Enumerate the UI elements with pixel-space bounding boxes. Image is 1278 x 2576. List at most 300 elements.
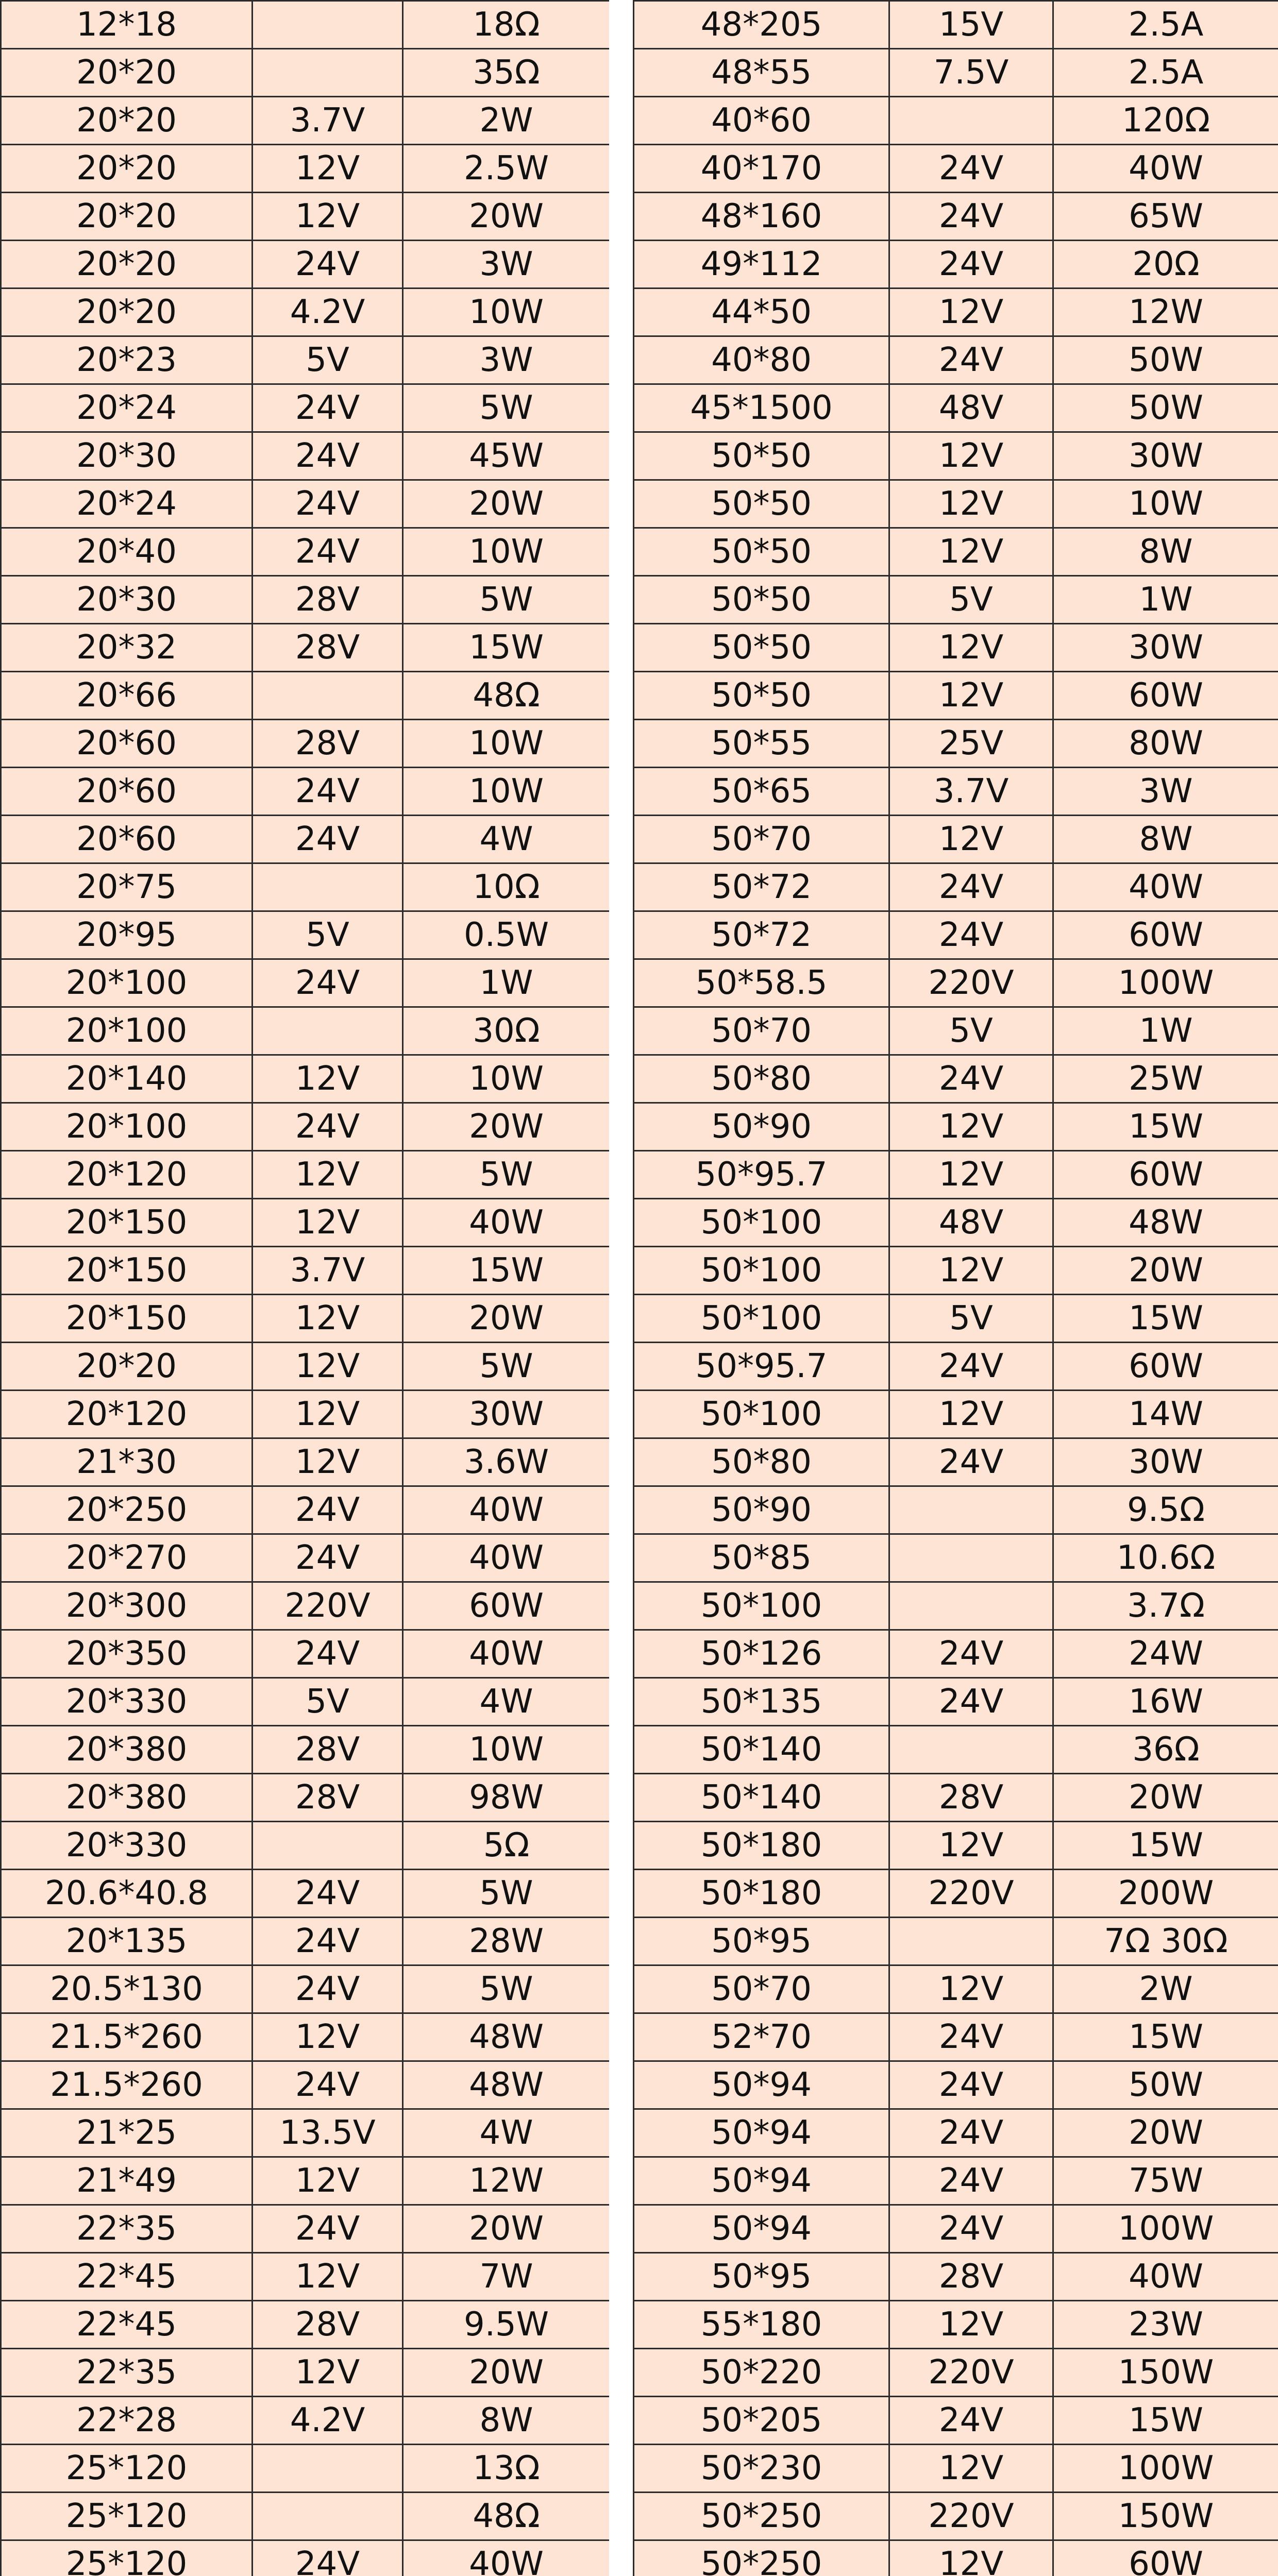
rating-cell: 16W: [1053, 1678, 1278, 1726]
rating-cell: 150W: [1053, 2493, 1278, 2540]
size-cell: 20.6*40.8: [1, 1870, 253, 1918]
size-cell: 50*94: [634, 2157, 889, 2205]
size-cell: 20*24: [1, 384, 253, 432]
table-row: [634, 1343, 1278, 1391]
voltage-cell: 3.7V: [253, 1247, 403, 1295]
rating-cell: 10W: [403, 720, 610, 768]
voltage-cell: 12V: [889, 1391, 1053, 1438]
voltage-cell: 5V: [889, 1295, 1053, 1343]
table-row: [1, 2493, 610, 2540]
voltage-cell: 28V: [253, 1774, 403, 1822]
size-cell: 50*70: [634, 1007, 889, 1055]
rating-cell: 30Ω: [403, 1007, 610, 1055]
rating-cell: 12W: [403, 2157, 610, 2205]
rating-cell: 10W: [403, 289, 610, 336]
table-row: [1, 1295, 610, 1343]
voltage-cell: [889, 1534, 1053, 1582]
size-cell: 40*170: [634, 145, 889, 193]
rating-cell: 40W: [1053, 145, 1278, 193]
size-cell: 50*80: [634, 1438, 889, 1486]
voltage-cell: 12V: [889, 1247, 1053, 1295]
size-cell: 50*50: [634, 624, 889, 672]
voltage-cell: 5V: [253, 1678, 403, 1726]
table-row: [634, 672, 1278, 720]
table-row: [634, 1007, 1278, 1055]
size-cell: 50*250: [634, 2540, 889, 2576]
rating-cell: 60W: [1053, 672, 1278, 720]
rating-cell: 7W: [403, 2253, 610, 2301]
rating-cell: 40W: [1053, 863, 1278, 911]
rating-cell: 40W: [403, 1486, 610, 1534]
size-cell: 20*20: [1, 241, 253, 289]
voltage-cell: [253, 2493, 403, 2540]
voltage-cell: 24V: [889, 2205, 1053, 2253]
table-row: [1, 432, 610, 480]
voltage-cell: 12V: [253, 1199, 403, 1247]
table-row: [1, 863, 610, 911]
table-row: [1, 2157, 610, 2205]
voltage-cell: 12V: [889, 1151, 1053, 1199]
size-cell: 50*126: [634, 1630, 889, 1678]
rating-cell: 40W: [403, 1534, 610, 1582]
rating-cell: 1W: [403, 959, 610, 1007]
rating-cell: 3W: [403, 241, 610, 289]
table-row: [634, 1486, 1278, 1534]
voltage-cell: 48V: [889, 1199, 1053, 1247]
table-row: [1, 1774, 610, 1822]
rating-cell: 35Ω: [403, 49, 610, 97]
voltage-cell: 12V: [889, 528, 1053, 576]
size-cell: 50*140: [634, 1726, 889, 1774]
size-cell: 50*50: [634, 432, 889, 480]
rating-cell: 5Ω: [403, 1822, 610, 1870]
table-row: [634, 2301, 1278, 2349]
rating-cell: 36Ω: [1053, 1726, 1278, 1774]
rating-cell: 20W: [1053, 1247, 1278, 1295]
voltage-cell: 24V: [889, 1678, 1053, 1726]
table-row: [1, 528, 610, 576]
rating-cell: 30W: [403, 1391, 610, 1438]
rating-cell: 120Ω: [1053, 97, 1278, 145]
table-row: [634, 145, 1278, 193]
size-cell: 50*100: [634, 1247, 889, 1295]
table-row: [634, 1151, 1278, 1199]
table-row: [634, 2109, 1278, 2157]
voltage-cell: 24V: [889, 2061, 1053, 2109]
voltage-cell: 24V: [253, 959, 403, 1007]
table-row: [634, 528, 1278, 576]
size-cell: 50*135: [634, 1678, 889, 1726]
rating-cell: 0.5W: [403, 911, 610, 959]
rating-cell: 3.7Ω: [1053, 1582, 1278, 1630]
table-row: [634, 1965, 1278, 2013]
size-cell: 20*30: [1, 576, 253, 624]
size-cell: 45*1500: [634, 384, 889, 432]
voltage-cell: 24V: [253, 816, 403, 863]
voltage-cell: [889, 1918, 1053, 1965]
rating-cell: 20W: [403, 2205, 610, 2253]
voltage-cell: 12V: [889, 2445, 1053, 2493]
voltage-cell: 48V: [889, 384, 1053, 432]
rating-cell: 8W: [1053, 528, 1278, 576]
size-cell: 50*50: [634, 480, 889, 528]
spec-table-left: [0, 0, 611, 2576]
size-cell: 50*90: [634, 1103, 889, 1151]
table-row: [634, 1295, 1278, 1343]
voltage-cell: 24V: [889, 2157, 1053, 2205]
size-cell: 20*20: [1, 1343, 253, 1391]
spec-table-right: [633, 0, 1278, 2576]
table-row: [634, 768, 1278, 816]
table-row: [1, 2253, 610, 2301]
table-row: [634, 1726, 1278, 1774]
voltage-cell: 7.5V: [889, 49, 1053, 97]
size-cell: 50*72: [634, 863, 889, 911]
rating-cell: 8W: [1053, 816, 1278, 863]
voltage-cell: 24V: [889, 1055, 1053, 1103]
rating-cell: 5W: [403, 384, 610, 432]
size-cell: 21*49: [1, 2157, 253, 2205]
voltage-cell: 220V: [889, 2349, 1053, 2397]
size-cell: 50*65: [634, 768, 889, 816]
voltage-cell: 24V: [253, 1965, 403, 2013]
voltage-cell: 13.5V: [253, 2109, 403, 2157]
size-cell: 12*18: [1, 1, 253, 49]
rating-cell: 20W: [403, 193, 610, 241]
voltage-cell: 15V: [889, 1, 1053, 49]
rating-cell: 60W: [1053, 1343, 1278, 1391]
rating-cell: 20W: [403, 1295, 610, 1343]
table-row: [1, 1678, 610, 1726]
rating-cell: 10W: [403, 1726, 610, 1774]
voltage-cell: 24V: [253, 1103, 403, 1151]
rating-cell: 20W: [403, 1103, 610, 1151]
voltage-cell: 12V: [253, 1343, 403, 1391]
table-row: [1, 336, 610, 384]
table-row: [1, 2205, 610, 2253]
table-row: [1, 384, 610, 432]
table-row: [1, 49, 610, 97]
table-row: [634, 2253, 1278, 2301]
rating-cell: 4W: [403, 2109, 610, 2157]
size-cell: 20*60: [1, 720, 253, 768]
size-cell: 20*60: [1, 768, 253, 816]
size-cell: 50*55: [634, 720, 889, 768]
rating-cell: 40W: [1053, 2253, 1278, 2301]
table-row: [1, 1055, 610, 1103]
rating-cell: 100W: [1053, 2205, 1278, 2253]
size-cell: 22*35: [1, 2205, 253, 2253]
size-cell: 50*50: [634, 576, 889, 624]
voltage-cell: [889, 1582, 1053, 1630]
voltage-cell: 5V: [889, 576, 1053, 624]
table-row: [1, 720, 610, 768]
rating-cell: 30W: [1053, 624, 1278, 672]
voltage-cell: 24V: [253, 1870, 403, 1918]
table-row: [634, 1534, 1278, 1582]
rating-cell: 3.6W: [403, 1438, 610, 1486]
table-row: [634, 1678, 1278, 1726]
size-cell: 22*45: [1, 2301, 253, 2349]
rating-cell: 15W: [403, 1247, 610, 1295]
size-cell: 50*180: [634, 1870, 889, 1918]
rating-cell: 30W: [1053, 432, 1278, 480]
size-cell: 50*180: [634, 1822, 889, 1870]
rating-cell: 10W: [403, 1055, 610, 1103]
table-row: [1, 2445, 610, 2493]
table-row: [1, 241, 610, 289]
rating-cell: 10Ω: [403, 863, 610, 911]
voltage-cell: 28V: [889, 1774, 1053, 1822]
voltage-cell: 12V: [889, 432, 1053, 480]
voltage-cell: 24V: [889, 911, 1053, 959]
voltage-cell: 12V: [253, 2157, 403, 2205]
voltage-cell: [253, 1822, 403, 1870]
size-cell: 50*95: [634, 2253, 889, 2301]
size-cell: 21*30: [1, 1438, 253, 1486]
size-cell: 20*150: [1, 1199, 253, 1247]
voltage-cell: 24V: [889, 1630, 1053, 1678]
table-row: [634, 1103, 1278, 1151]
size-cell: 21.5*260: [1, 2013, 253, 2061]
voltage-cell: 12V: [889, 2540, 1053, 2576]
rating-cell: 15W: [1053, 1822, 1278, 1870]
voltage-cell: 12V: [889, 1103, 1053, 1151]
voltage-cell: 12V: [253, 1391, 403, 1438]
table-row: [1, 1726, 610, 1774]
voltage-cell: 12V: [889, 480, 1053, 528]
table-row: [634, 576, 1278, 624]
voltage-cell: 24V: [253, 241, 403, 289]
rating-cell: 4W: [403, 1678, 610, 1726]
size-cell: 22*45: [1, 2253, 253, 2301]
table-row: [1, 1870, 610, 1918]
rating-cell: 14W: [1053, 1391, 1278, 1438]
size-cell: 50*94: [634, 2205, 889, 2253]
voltage-cell: 24V: [253, 528, 403, 576]
table-row: [1, 576, 610, 624]
voltage-cell: 12V: [253, 193, 403, 241]
voltage-cell: 12V: [889, 1822, 1053, 1870]
size-cell: 50*95.7: [634, 1343, 889, 1391]
voltage-cell: 220V: [253, 1582, 403, 1630]
voltage-cell: 4.2V: [253, 289, 403, 336]
table-row: [634, 1774, 1278, 1822]
size-cell: 21.5*260: [1, 2061, 253, 2109]
size-cell: 48*160: [634, 193, 889, 241]
rating-cell: 9.5Ω: [1053, 1486, 1278, 1534]
size-cell: 50*230: [634, 2445, 889, 2493]
size-cell: 50*95: [634, 1918, 889, 1965]
table-row: [634, 2493, 1278, 2540]
size-cell: 20*140: [1, 1055, 253, 1103]
voltage-cell: [889, 1726, 1053, 1774]
table-row: [1, 1822, 610, 1870]
size-cell: 52*70: [634, 2013, 889, 2061]
rating-cell: 1W: [1053, 576, 1278, 624]
voltage-cell: [889, 97, 1053, 145]
rating-cell: 24W: [1053, 1630, 1278, 1678]
size-cell: 20*120: [1, 1391, 253, 1438]
table-row: [634, 816, 1278, 863]
voltage-cell: 28V: [253, 720, 403, 768]
table-row: [634, 720, 1278, 768]
voltage-cell: [253, 863, 403, 911]
rating-cell: 15W: [1053, 2013, 1278, 2061]
voltage-cell: 12V: [889, 289, 1053, 336]
voltage-cell: 25V: [889, 720, 1053, 768]
voltage-cell: [253, 1007, 403, 1055]
table-row: [634, 1822, 1278, 1870]
rating-cell: 60W: [403, 1582, 610, 1630]
rating-cell: 1W: [1053, 1007, 1278, 1055]
rating-cell: 28W: [403, 1918, 610, 1965]
rating-cell: 20W: [403, 2349, 610, 2397]
rating-cell: 30W: [1053, 1438, 1278, 1486]
voltage-cell: 5V: [253, 336, 403, 384]
voltage-cell: 24V: [253, 1918, 403, 1965]
size-cell: 40*80: [634, 336, 889, 384]
size-cell: 50*220: [634, 2349, 889, 2397]
voltage-cell: 12V: [889, 1965, 1053, 2013]
rating-cell: 15W: [1053, 1103, 1278, 1151]
table-row: [1, 145, 610, 193]
voltage-cell: 3.7V: [253, 97, 403, 145]
rating-cell: 5W: [403, 576, 610, 624]
rating-cell: 200W: [1053, 1870, 1278, 1918]
size-cell: 50*50: [634, 528, 889, 576]
voltage-cell: 28V: [253, 2301, 403, 2349]
table-row: [1, 959, 610, 1007]
rating-cell: 48W: [403, 2013, 610, 2061]
voltage-cell: 12V: [253, 1295, 403, 1343]
size-cell: 20*100: [1, 959, 253, 1007]
voltage-cell: 12V: [889, 624, 1053, 672]
table-row: [1, 1, 610, 49]
voltage-cell: 24V: [889, 193, 1053, 241]
table-row: [634, 2013, 1278, 2061]
rating-cell: 3W: [403, 336, 610, 384]
table-row: [1, 672, 610, 720]
table-row: [634, 2445, 1278, 2493]
table-row: [634, 1870, 1278, 1918]
size-cell: 50*80: [634, 1055, 889, 1103]
size-cell: 20*95: [1, 911, 253, 959]
table-row: [634, 1, 1278, 49]
size-cell: 22*28: [1, 2397, 253, 2445]
size-cell: 50*250: [634, 2493, 889, 2540]
rating-cell: 10W: [1053, 480, 1278, 528]
size-cell: 40*60: [634, 97, 889, 145]
size-cell: 50*72: [634, 911, 889, 959]
table-row: [1, 1965, 610, 2013]
table-row: [634, 2205, 1278, 2253]
rating-cell: 12W: [1053, 289, 1278, 336]
size-cell: 20*20: [1, 49, 253, 97]
voltage-cell: 24V: [889, 2109, 1053, 2157]
table-row: [634, 911, 1278, 959]
size-cell: 20*300: [1, 1582, 253, 1630]
table-row: [1, 624, 610, 672]
size-cell: 20*20: [1, 289, 253, 336]
rating-cell: 5W: [403, 1343, 610, 1391]
size-cell: 20*20: [1, 97, 253, 145]
voltage-cell: 4.2V: [253, 2397, 403, 2445]
size-cell: 50*100: [634, 1582, 889, 1630]
table-row: [1, 1343, 610, 1391]
table-row: [634, 49, 1278, 97]
rating-cell: 8W: [403, 2397, 610, 2445]
rating-cell: 45W: [403, 432, 610, 480]
rating-cell: 10W: [403, 768, 610, 816]
size-cell: 20*330: [1, 1678, 253, 1726]
table-row: [1, 2109, 610, 2157]
size-cell: 20*330: [1, 1822, 253, 1870]
size-cell: 20*40: [1, 528, 253, 576]
size-cell: 20*150: [1, 1247, 253, 1295]
table-row: [634, 384, 1278, 432]
table-row: [1, 768, 610, 816]
table-row: [1, 1103, 610, 1151]
size-cell: 21*25: [1, 2109, 253, 2157]
size-cell: 50*94: [634, 2109, 889, 2157]
size-cell: 50*50: [634, 672, 889, 720]
rating-cell: 4W: [403, 816, 610, 863]
table-row: [634, 1918, 1278, 1965]
rating-cell: 40W: [403, 1630, 610, 1678]
rating-cell: 2W: [1053, 1965, 1278, 2013]
size-cell: 20*24: [1, 480, 253, 528]
rating-cell: 25W: [1053, 1055, 1278, 1103]
voltage-cell: [253, 1, 403, 49]
voltage-cell: 28V: [253, 1726, 403, 1774]
table-row: [1, 1630, 610, 1678]
rating-cell: 150W: [1053, 2349, 1278, 2397]
voltage-cell: 12V: [253, 2253, 403, 2301]
table-row: [634, 1055, 1278, 1103]
table-row: [1, 1247, 610, 1295]
size-cell: 20*20: [1, 145, 253, 193]
table-row: [634, 1247, 1278, 1295]
rating-cell: 2.5A: [1053, 49, 1278, 97]
rating-cell: 20W: [403, 480, 610, 528]
table-row: [634, 97, 1278, 145]
table-row: [634, 289, 1278, 336]
rating-cell: 23W: [1053, 2301, 1278, 2349]
table-row: [1, 816, 610, 863]
rating-cell: 48Ω: [403, 2493, 610, 2540]
column-gap: [609, 0, 633, 2576]
table-row: [1, 1391, 610, 1438]
size-cell: 50*90: [634, 1486, 889, 1534]
voltage-cell: 12V: [889, 816, 1053, 863]
voltage-cell: 220V: [889, 2493, 1053, 2540]
voltage-cell: 24V: [253, 2540, 403, 2576]
size-cell: 20.5*130: [1, 1965, 253, 2013]
table-row: [634, 624, 1278, 672]
size-cell: 25*120: [1, 2445, 253, 2493]
table-row: [634, 193, 1278, 241]
rating-cell: 3W: [1053, 768, 1278, 816]
rating-cell: 2.5A: [1053, 1, 1278, 49]
size-cell: 50*94: [634, 2061, 889, 2109]
rating-cell: 20W: [1053, 1774, 1278, 1822]
table-row: [1, 2013, 610, 2061]
size-cell: 20*270: [1, 1534, 253, 1582]
voltage-cell: 3.7V: [889, 768, 1053, 816]
size-cell: 20*135: [1, 1918, 253, 1965]
table-row: [634, 336, 1278, 384]
